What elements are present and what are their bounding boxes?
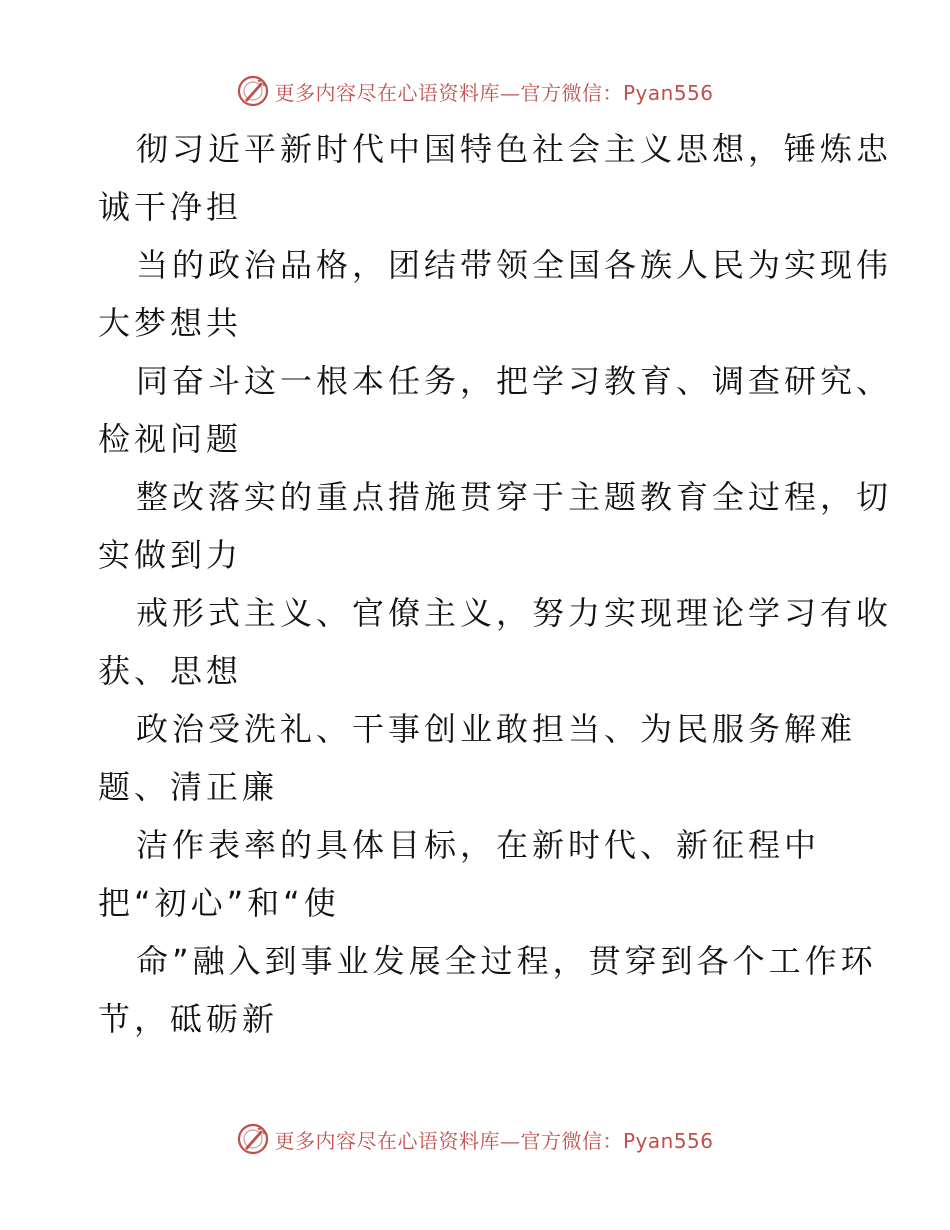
quill-pen-logo-icon (236, 74, 270, 108)
banner-wechat-id: Pyan556 (622, 80, 714, 105)
paragraph (98, 932, 877, 1048)
paragraph (98, 468, 893, 584)
paragraph-line: 诚干净担 (98, 188, 243, 226)
paragraph-line: 政治受洗礼、干事创业敢担当、为民服务解难 (136, 710, 857, 748)
paragraph (98, 236, 893, 352)
banner-text: 更多内容尽在心语资料库—官方微信：Pyan556 (274, 1128, 714, 1153)
paragraph (98, 120, 893, 236)
paragraph-line: 整改落实的重点措施贯穿于主题教育全过程，切 (136, 478, 893, 516)
paragraph-line: 大梦想共 (98, 304, 243, 342)
banner-text: 更多内容尽在心语资料库—官方微信：Pyan556 (274, 80, 714, 105)
paragraph-line: 洁作表率的具体目标，在新时代、新征程中 (136, 826, 821, 864)
header-banner (0, 71, 950, 111)
paragraph-line: 彻习近平新时代中国特色社会主义思想，锤炼忠 (136, 130, 893, 168)
paragraph-line: 获、思想 (98, 652, 243, 690)
footer-banner (0, 1119, 950, 1159)
quill-pen-logo-icon (236, 1122, 270, 1156)
paragraph (98, 584, 893, 700)
paragraph-line: 实做到力 (98, 536, 243, 574)
paragraph (98, 816, 858, 932)
document-body (98, 120, 893, 1048)
paragraph-line: 节，砥砺新 (98, 1000, 279, 1038)
paragraph-line: 题、清正廉 (98, 768, 279, 806)
paragraph-line: 把“初心”和“使 (98, 884, 340, 922)
paragraph-line: 当的政治品格，团结带领全国各族人民为实现伟 (136, 246, 893, 284)
paragraph-line: 命”融入到事业发展全过程，贯穿到各个工作环 (136, 942, 877, 980)
paragraph-line: 检视问题 (98, 420, 243, 458)
paragraph (98, 700, 858, 816)
paragraph-line: 戒形式主义、官僚主义，努力实现理论学习有收 (136, 594, 893, 632)
banner-wechat-id: Pyan556 (622, 1128, 714, 1153)
paragraph (98, 352, 893, 468)
paragraph-line: 同奋斗这一根本任务，把学习教育、调查研究、 (136, 362, 893, 400)
